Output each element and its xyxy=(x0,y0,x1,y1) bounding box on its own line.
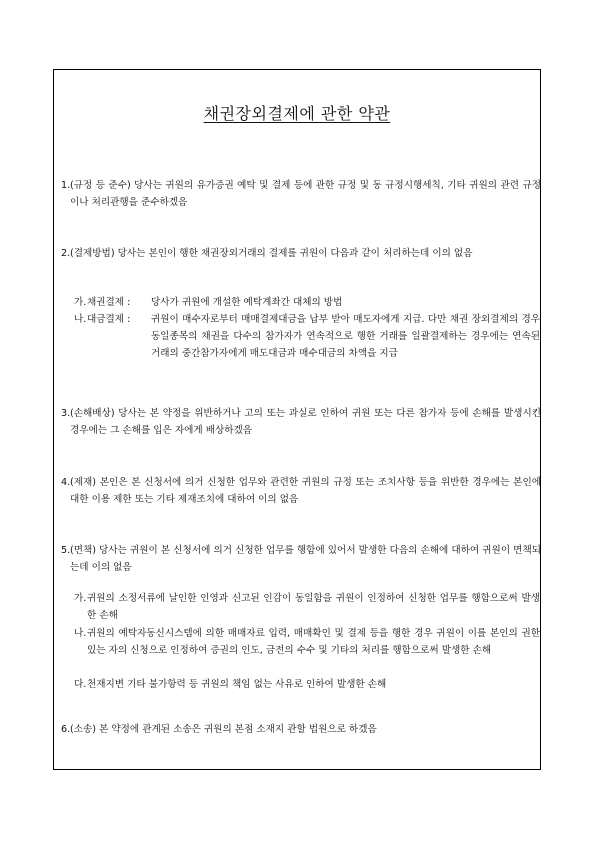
article-5-item-na xyxy=(74,625,540,659)
article-6 xyxy=(61,721,541,738)
terms-document-frame xyxy=(53,69,541,770)
article-5-item-da xyxy=(74,676,540,693)
article-3-text: (손해배상) 당사는 본 약정을 위반하거나 고의 또는 과실로 인하여 귀원 또는 다른 참가자 등에 손해를 발생시킨 경우에는 그 손해를 입은 자에게 배상하겠음 xyxy=(70,408,541,436)
article-5-item-ga xyxy=(74,590,540,624)
document-title xyxy=(54,101,540,124)
article-4-text: (제재) 본인은 본 신청서에 의거 신청한 업무와 관련한 귀원의 규정 또는 조치사항 등을 위반한 경우에는 본인에 대한 이용 제한 또는 기타 제재조치에 대하여 이의 없음 xyxy=(70,477,541,505)
article-4-number: 4. xyxy=(61,477,71,488)
article-1-number: 1. xyxy=(61,180,71,191)
article-5-item-da-text: 천재지변 기타 불가항력 등 귀원의 책임 없는 사유로 인하여 발생한 손해 xyxy=(87,679,387,690)
article-5-text: (면책) 당사는 귀원이 본 신청서에 의거 신청한 업무를 행함에 있어서 발생한 다음의 손해에 대하여 귀원이 면책되는데 이의 없음 xyxy=(70,545,541,573)
article-5-item-ga-mark: 가. xyxy=(74,593,87,604)
article-5-item-na-text: 귀원의 예탁자동신시스템에 의한 매매자료 입력, 매매확인 및 결제 등을 행한 경우 귀원이 이를 본인의 권한 있는 자의 신청으로 인정하여 증권의 인도, 금전의 수수 및 기타의 처리를 행함으로써 발생한 손해 xyxy=(87,628,540,656)
article-2-item-na-text: 귀원이 매수자로부터 매매결제대금을 납부 받아 매도자에게 지급. 다만 채권 장외결제의 경우 동일종목의 채권을 다수의 참가자가 연속적으로 행한 거래를 일괄결제하는 경우에는 연속된 거래의 중간참가자에게 매도대금과 매수대금의 차액을 지급 xyxy=(151,314,540,359)
article-2-item-na-mark: 나. xyxy=(74,314,87,325)
article-3-number: 3. xyxy=(61,408,71,419)
article-5-item-ga-text: 귀원의 소정서류에 날인한 인영과 신고된 인감이 동일함을 귀원이 인정하여 신청한 업무를 행함으로써 발생한 손해 xyxy=(87,593,540,621)
article-2-item-na-label: 대금결제 : xyxy=(87,314,131,325)
article-2 xyxy=(61,245,541,262)
article-2-text: (결제방법) 당사는 본인이 행한 채권장외거래의 결제를 귀원이 다음과 같이 처리하는데 이의 없음 xyxy=(70,248,473,259)
article-2-item-ga-mark: 가. xyxy=(74,297,87,308)
article-5-item-na-mark: 나. xyxy=(74,628,87,639)
article-2-item-ga xyxy=(74,294,540,311)
article-5-item-da-mark: 다. xyxy=(74,679,87,690)
article-2-number: 2. xyxy=(61,248,71,259)
article-6-number: 6. xyxy=(61,724,71,735)
article-4 xyxy=(61,474,541,508)
article-1-text: (규정 등 준수) 당사는 귀원의 유가증권 예탁 및 결제 등에 관한 규정 및 동 규정시행세칙, 기타 귀원의 관련 규정이나 처리관행을 준수하겠음 xyxy=(70,180,541,208)
article-2-item-ga-label: 채권결제 : xyxy=(87,297,131,308)
article-1 xyxy=(61,177,541,211)
article-2-item-ga-text: 당사가 귀원에 개설한 예탁계좌간 대체의 방법 xyxy=(151,297,343,308)
article-5 xyxy=(61,542,541,576)
article-2-item-na xyxy=(74,311,540,362)
document-title-text: 채권장외결제에 관한 약관 xyxy=(203,104,391,123)
article-3 xyxy=(61,405,541,439)
article-5-number: 5. xyxy=(61,545,71,556)
article-6-text: (소송) 본 약정에 관계된 소송은 귀원의 본점 소재지 관할 법원으로 하겠음 xyxy=(70,724,377,735)
